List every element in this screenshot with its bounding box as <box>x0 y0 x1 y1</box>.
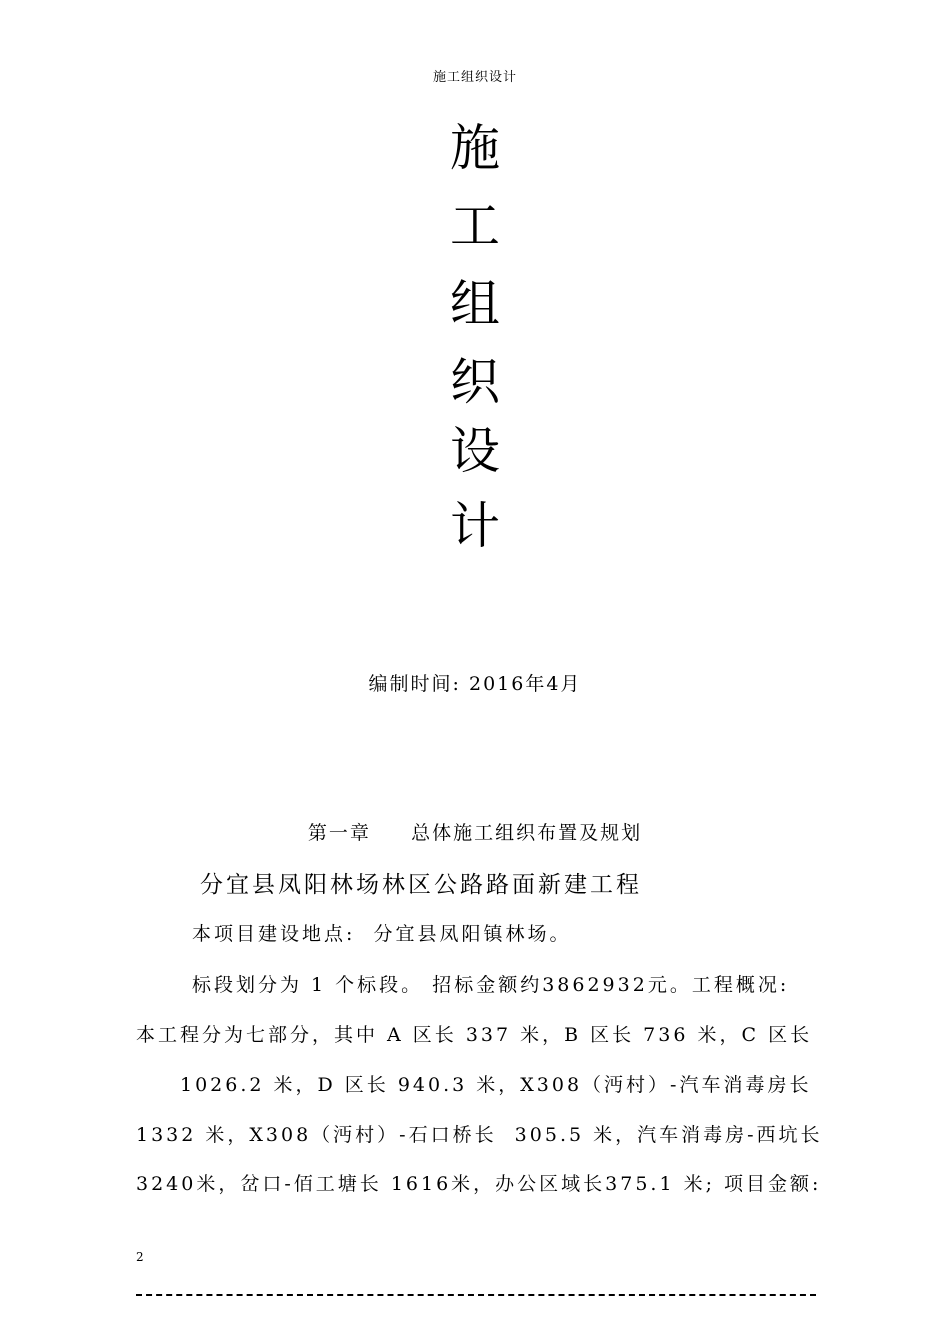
body-line: 3240米，岔口-佰工塘长 1616米，办公区域长375.1 米; 项目金额: <box>136 1173 822 1195</box>
title-char: 设 <box>450 422 500 480</box>
footer-divider <box>136 1294 816 1296</box>
title-char: 工 <box>450 197 500 255</box>
body-line: 1026.2 米，D 区长 940.3 米，X308（沔村）-汽车消毒房长 <box>180 1074 812 1096</box>
body-line: 1332 米，X308（沔村）-石口桥长 305.5 米，汽车消毒房-西坑长 <box>136 1124 823 1146</box>
project-name: 分宜县凤阳林场林区公路路面新建工程 <box>200 872 642 898</box>
title-char: 组 <box>450 275 500 333</box>
page-number: 2 <box>136 1250 144 1264</box>
title-char: 计 <box>450 497 500 555</box>
title-char: 施 <box>450 119 500 177</box>
chapter-heading: 第一章 总体施工组织布置及规划 <box>307 822 643 844</box>
body-line: 本工程分为七部分，其中 A 区长 337 米，B 区长 736 米，C 区长 <box>136 1024 813 1046</box>
compile-date: 编制时间: 2016年4月 <box>368 673 582 695</box>
page-header: 施工组织设计 <box>432 70 517 85</box>
body-line: 本项目建设地点: 分宜县凤阳镇林场。 <box>192 923 572 945</box>
body-line: 标段划分为 1 个标段。 招标金额约3862932元。工程概况: <box>192 974 790 996</box>
title-char: 织 <box>450 353 500 411</box>
